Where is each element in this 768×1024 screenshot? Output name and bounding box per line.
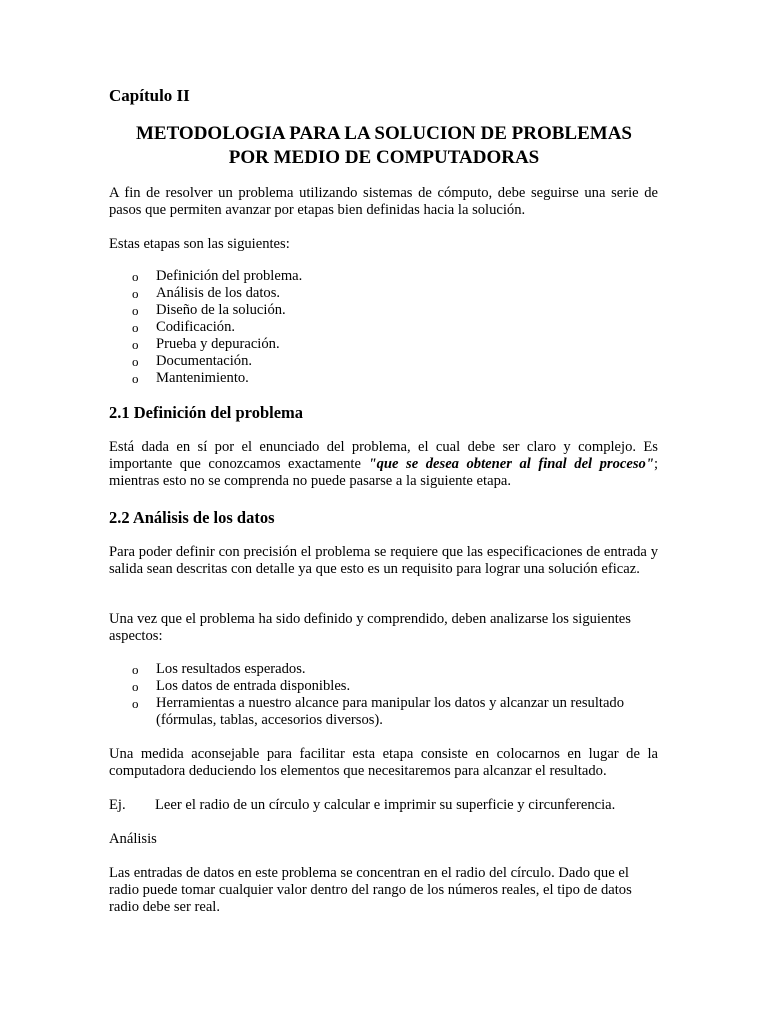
list-item: o Mantenimiento. — [132, 370, 249, 386]
intro-paragraph: A fin de resolver un problema utilizando sistemas de cómputo, debe seguirse una serie de pasos que permiten avanzar por etapas bien definidas hacia la solución. — [109, 185, 658, 218]
bullet-marker: o — [132, 696, 139, 711]
definition-paragraph: Está dada en sí por el enunciado del problema, el cual debe ser claro y complejo. Es importante que conozcamos exactamente "que se desea obtener al final del proceso"; mientras esto no se comprenda no puede pasarse a la siguiente etapa. — [109, 439, 659, 489]
bullet-marker: o — [132, 337, 139, 352]
analysis-label: Análisis — [109, 831, 157, 847]
list-item: o Herramientas a nuestro alcance para manipular los datos y alcanzar un resultado (fórmulas, tablas, accesorios diversos). — [132, 695, 625, 728]
chapter-label: Capítulo II — [109, 86, 190, 105]
bullet-marker: o — [132, 303, 139, 318]
bullet-marker: o — [132, 269, 139, 284]
emphasized-quote: "que se desea obtener al final del proceso" — [368, 456, 654, 472]
bullet-marker: o — [132, 679, 139, 694]
list-item: o Análisis de los datos. — [132, 285, 281, 301]
analysis-paragraph-1: Para poder definir con precisión el problema se requiere que las especificaciones de entrada y salida sean descritas con detalle ya que esto es un requisito para lograr una solución eficaz. — [109, 544, 658, 577]
bullet-marker: o — [132, 320, 139, 335]
aspects-list — [109, 661, 658, 729]
list-item: o Los resultados esperados. — [132, 661, 306, 677]
stages-intro: Estas etapas son las siguientes: — [109, 236, 290, 252]
list-item: o Documentación. — [132, 353, 253, 369]
analysis-paragraph-3: Una medida aconsejable para facilitar esta etapa consiste en colocarnos en lugar de la computadora deduciendo los elementos que necesitaremos para alcanzar el resultado. — [109, 746, 658, 779]
example-text: Leer el radio de un círculo y calcular e imprimir su superficie y circunferencia. — [155, 797, 616, 813]
analysis-paragraph-4: Las entradas de datos en este problema se concentran en el radio del círculo. Dado que el radio puede tomar cualquier valor dentro del rango de los números reales, el tipo de datos radio debe ser real. — [109, 865, 632, 915]
section-heading-analysis: 2.2 Análisis de los datos — [109, 508, 275, 527]
list-item: o Codificación. — [132, 319, 236, 335]
title-line-1: METODOLOGIA PARA LA SOLUCION DE PROBLEMAS — [135, 123, 632, 144]
list-item: o Definición del problema. — [132, 268, 303, 284]
title-line-2: POR MEDIO DE COMPUTADORAS — [228, 147, 540, 168]
list-item: o Prueba y depuración. — [132, 336, 280, 352]
stages-list — [109, 268, 658, 387]
bullet-marker: o — [132, 354, 139, 369]
analysis-paragraph-2: Una vez que el problema ha sido definido y comprendido, deben analizarse los siguientes aspectos: — [109, 611, 631, 644]
list-item: o Los datos de entrada disponibles. — [132, 678, 351, 694]
example-line — [109, 797, 658, 814]
example-label: Ej. — [109, 797, 126, 813]
page-title — [100, 122, 668, 170]
bullet-marker: o — [132, 371, 139, 386]
bullet-marker: o — [132, 662, 139, 677]
bullet-marker: o — [132, 286, 139, 301]
section-heading-definition: 2.1 Definición del problema — [109, 403, 304, 422]
list-item: o Diseño de la solución. — [132, 302, 286, 318]
